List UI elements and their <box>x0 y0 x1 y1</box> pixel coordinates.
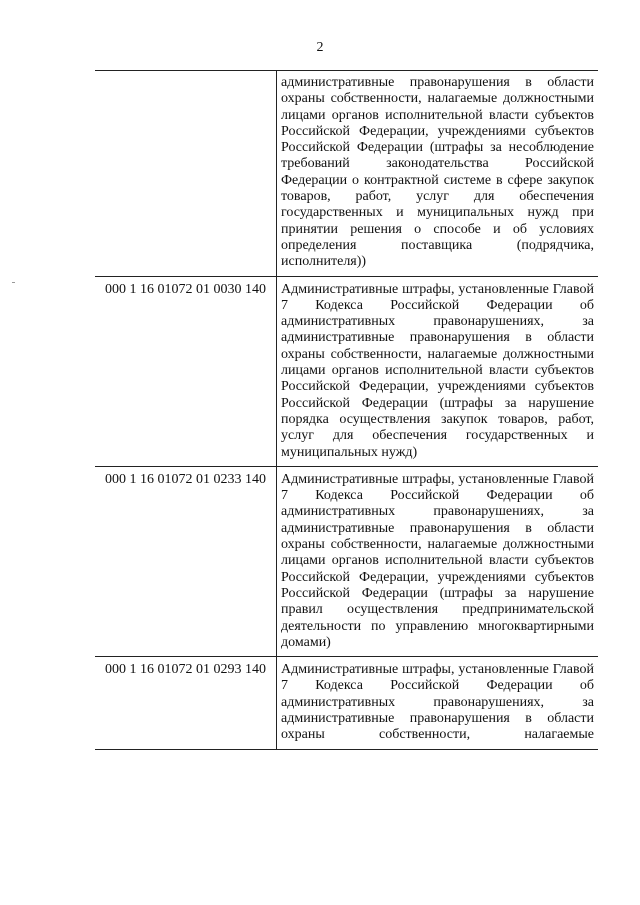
classification-description: административные правонарушения в области охраны собственности, налагаемые должностными лицами органов исполнительной власти субъектов Российской Федерации, учреждениями субъектов Российской Федерации (штрафы за несоблюдение требований законодательства Российской Федерации о контрактной системе в сфере закупок товаров, работ, услуг для обеспечения государственных и муниципальных нужд при принятии решения о способе и об условиях определения поставщика (подрядчика, исполнителя)) <box>277 71 599 277</box>
classification-code: 000 1 16 01072 01 0293 140 <box>95 657 277 749</box>
table-row <box>95 276 598 466</box>
classification-description: Административные штрафы, установленные Главой 7 Кодекса Российской Федерации об административных правонарушениях, за административные правонарушения в области охраны собственности, налагаемые должностными лицами органов исполнительной власти субъектов Российской Федерации, учреждениями субъектов Российской Федерации (штрафы за нарушение порядка осуществления закупок товаров, работ, услуг для обеспечения государственных и муниципальных нужд) <box>277 276 599 466</box>
table-row <box>95 466 598 656</box>
classification-code <box>95 71 277 277</box>
scan-edge-mark <box>12 282 15 283</box>
classification-description: Административные штрафы, установленные Главой 7 Кодекса Российской Федерации об административных правонарушениях, за административные правонарушения в области охраны собственности, налагаемые <box>277 657 599 749</box>
page-number: 2 <box>316 40 324 55</box>
classification-code: 000 1 16 01072 01 0030 140 <box>95 276 277 466</box>
classification-code: 000 1 16 01072 01 0233 140 <box>95 466 277 656</box>
table-row <box>95 71 598 277</box>
table-row <box>95 657 598 749</box>
budget-classification-table <box>95 70 598 750</box>
classification-description: Административные штрафы, установленные Главой 7 Кодекса Российской Федерации об административных правонарушениях, за административные правонарушения в области охраны собственности, налагаемые должностными лицами органов исполнительной власти субъектов Российской Федерации, учреждениями субъектов Российской Федерации (штрафы за нарушение правил осуществления предпринимательской деятельности по управлению многоквартирными домами) <box>277 466 599 656</box>
